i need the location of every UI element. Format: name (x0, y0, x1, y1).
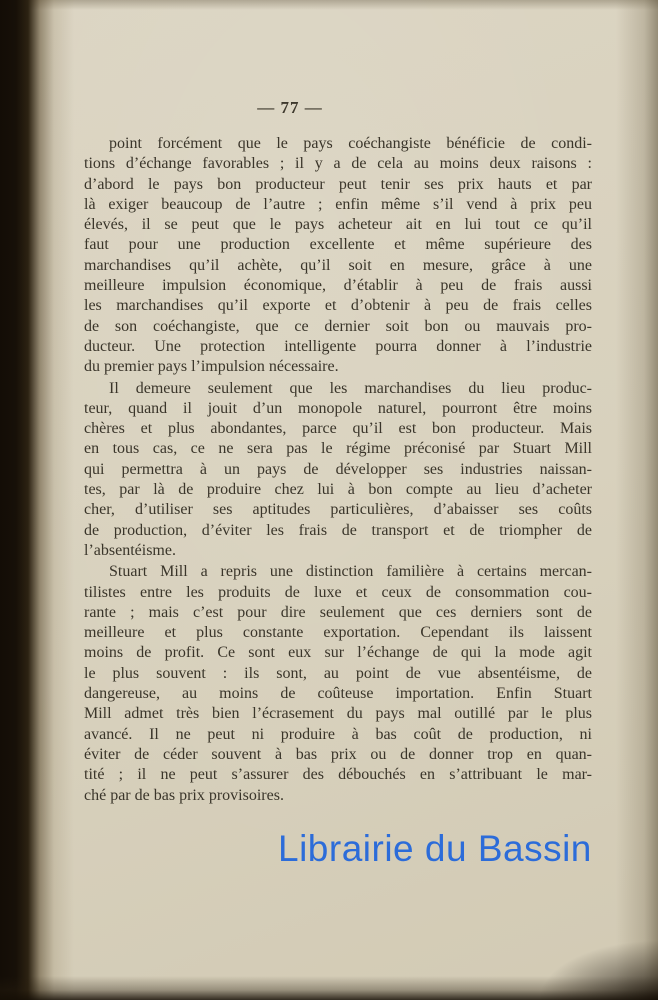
text-line: meilleure impulsion économique, d’établir à peu de frais aussi (84, 277, 592, 295)
text-line: point forcément que le pays coéchangiste bénéficie de condi- (109, 135, 592, 152)
paragraph (84, 379, 592, 562)
text-line: de production, d’éviter les frais de transport et de triompher de (84, 521, 592, 539)
binding-shadow (0, 0, 74, 1000)
text-line: chères et plus abondantes, parce qu’il est bon producteur. Mais (84, 420, 592, 438)
text-line: dangereuse, au moins de coûteuse importation. Enfin Stuart (84, 685, 592, 703)
bottom-right-corner-shadow (538, 940, 658, 1000)
text-line: tilistes entre les produits de luxe et ceux de consommation cou- (84, 583, 592, 601)
text-line: tes, par là de produire chez lui à bon compte au lieu d’acheter (84, 481, 592, 499)
text-line: l’absentéisme. (84, 541, 176, 559)
text-line: moins de profit. Ce sont eux sur l’échange de qui la mode agit (84, 644, 592, 662)
text-line: marchandises qu’il achète, qu’il soit en mesure, grâce à une (84, 256, 592, 274)
text-line: là exiger beaucoup de l’autre ; enfin même s’il vend à prix peu (84, 195, 592, 213)
text-line: tions d’échange favorables ; il y a de cela au moins deux raisons : (84, 155, 592, 173)
top-edge-shadow (0, 0, 658, 10)
text-line: éviter de céder souvent à bas prix ou de donner trop en quan- (84, 745, 592, 763)
text-line: Stuart Mill a repris une distinction familière à certains mercan- (109, 563, 592, 581)
text-line: tité ; il ne peut s’assurer des débouchés en s’attribuant le mar- (84, 766, 592, 784)
text-line: avancé. Il ne peut ni produire à bas coût de production, ni (84, 725, 592, 743)
text-line: d’abord le pays bon producteur peut tenir ses prix hauts et par (84, 175, 592, 193)
text-line: du premier pays l’impulsion nécessaire. (84, 358, 339, 376)
text-line: ducteur. Une protection intelligente pourra donner à l’industrie (84, 337, 592, 355)
text-line: Il demeure seulement que les marchandises du lieu produc- (109, 379, 592, 397)
paragraph (84, 562, 592, 806)
paragraph (84, 134, 592, 378)
page-number: — 77 — (257, 98, 323, 117)
text-line: en tous cas, ce ne sera pas le régime préconisé par Stuart Mill (84, 440, 592, 458)
text-line: meilleure et plus constante exportation. Cependant ils laissent (84, 624, 592, 642)
text-line: le plus souvent : ils sont, au point de vue absentéisme, de (84, 664, 592, 682)
text-line: Mill admet très bien l’écrasement du pays mal outillé par le plus (84, 705, 592, 723)
text-line: les marchandises qu’il exporte et d’obtenir à peu de frais celles (84, 297, 592, 315)
watermark: Librairie du Bassin (278, 828, 592, 869)
text-line: teur, quand il jouit d’un monopole naturel, pourront être moins (84, 399, 592, 417)
text-line: ché par de bas prix provisoires. (84, 786, 284, 804)
body-text (84, 134, 592, 806)
right-edge-shadow (616, 0, 658, 1000)
text-line: faut pour une production excellente et même supérieure des (84, 236, 592, 254)
text-line: qui permettra à un pays de développer ses industries naissan- (84, 460, 592, 478)
text-line: élevés, il se peut que le pays acheteur ait en lui tout ce qu’il (84, 216, 592, 234)
text-line: cher, d’utiliser ses aptitudes particulières, d’abaisser ses coûts (84, 501, 592, 519)
text-line: de son coéchangiste, que ce dernier soit bon ou mauvais pro- (84, 317, 592, 335)
text-line: rante ; mais c’est pour dire seulement que ces derniers sont de (84, 603, 592, 621)
